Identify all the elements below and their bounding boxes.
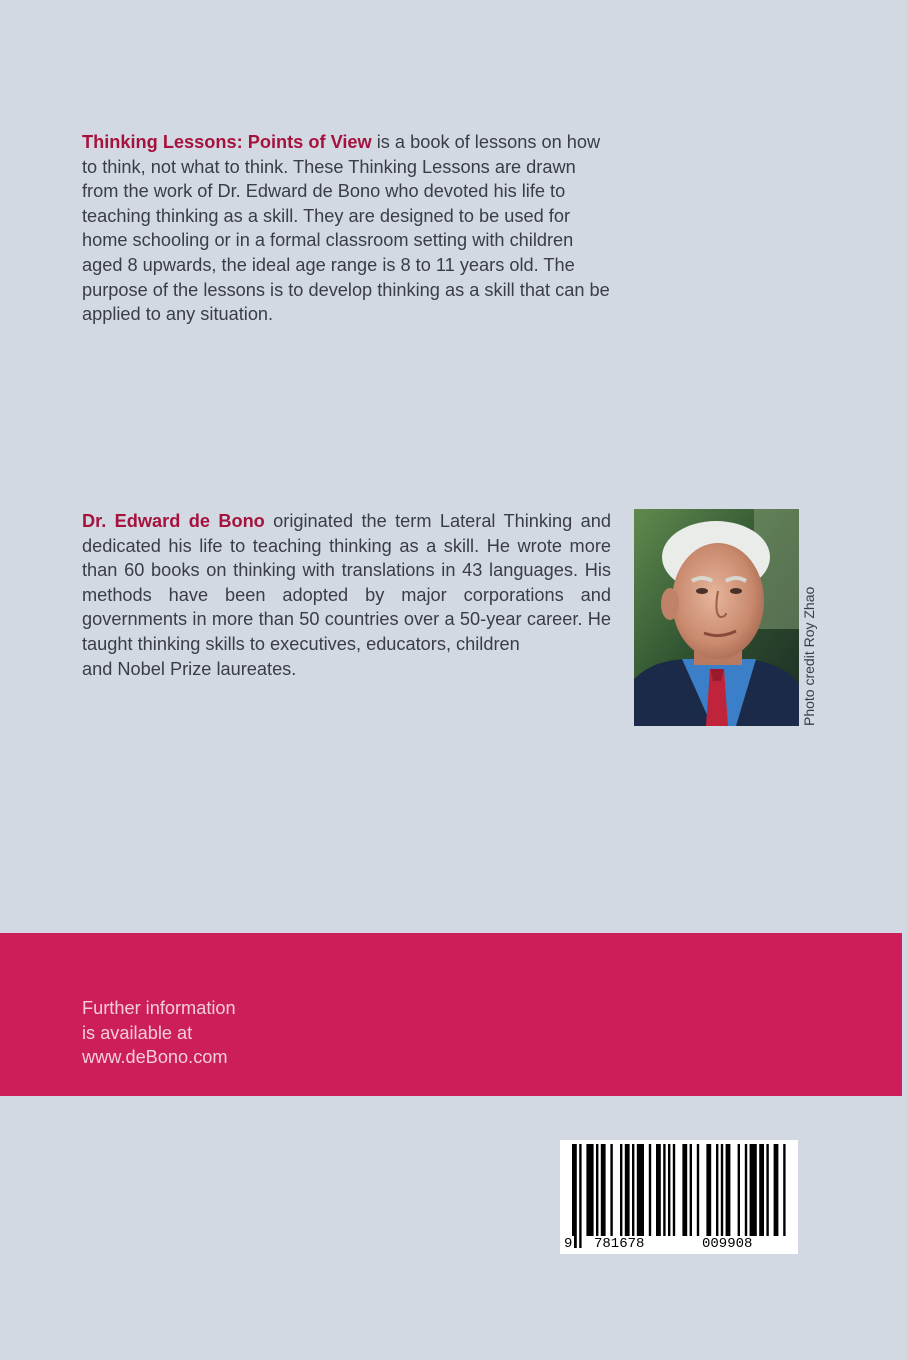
book-description — [82, 130, 615, 327]
further-info — [82, 996, 236, 1070]
barcode-bar — [668, 1144, 670, 1236]
barcode-bar — [759, 1144, 764, 1236]
barcode-bar — [716, 1144, 718, 1236]
barcode-bar — [697, 1144, 699, 1236]
author-bio-last-line: and Nobel Prize laureates. — [82, 658, 297, 679]
further-info-line1: Further information — [82, 998, 236, 1018]
author-bio — [82, 509, 611, 681]
book-description-text: is a book of lessons on how to think, not what to think. These Thinking Lessons are drawn from the work of Dr. Edward de Bono who devoted his life to teaching thinking as a skill. They are designed to be used for home schooling or in a formal classroom setting with children aged 8 upwards, the ideal age range is 8 to 11 years old. The purpose of the lessons is to develop thinking as a skill that can be applied to any situation. — [82, 132, 610, 325]
barcode-digit-first: 9 — [564, 1236, 573, 1252]
barcode-bar — [673, 1144, 675, 1236]
barcode-bar — [586, 1144, 593, 1236]
barcode-bar — [738, 1144, 740, 1236]
barcode-bar — [601, 1144, 606, 1236]
author-bio-text: originated the term Lateral Thinking and dedicated his life to teaching thinking as a skill. He wrote more than 60 books on thinking with translations in 43 languages. His methods have been adopted by major corporations and governments in more than 50 countries over a 50-year career. He taught thinking skills to executives, educators, children — [82, 511, 611, 654]
barcode-bar — [625, 1144, 630, 1236]
barcode-bar — [637, 1144, 644, 1236]
barcode-digits-group1: 781678 — [594, 1236, 645, 1252]
barcode-bar — [721, 1144, 723, 1236]
barcode-bar — [632, 1144, 634, 1236]
photo-credit: Photo credit Roy Zhao — [801, 586, 817, 726]
barcode-bar — [649, 1144, 651, 1236]
barcode-bar — [620, 1144, 622, 1236]
barcode-bar — [682, 1144, 687, 1236]
barcode-bar — [766, 1144, 768, 1236]
isbn-barcode — [560, 1140, 798, 1254]
barcode-bar — [774, 1144, 779, 1236]
author-name: Dr. Edward de Bono — [82, 511, 265, 531]
barcode-bar — [572, 1144, 577, 1248]
barcode-digits-group2: 009908 — [702, 1236, 753, 1252]
further-info-line2: is available at — [82, 1022, 193, 1043]
barcode-bar — [750, 1144, 757, 1236]
book-title: Thinking Lessons: Points of View — [82, 132, 372, 152]
barcode-bar — [610, 1144, 612, 1236]
barcode-bar — [706, 1144, 711, 1236]
barcode-bar — [596, 1144, 598, 1236]
barcode-bar — [783, 1144, 785, 1236]
barcode-bar — [663, 1144, 665, 1236]
barcode-bar — [690, 1144, 692, 1236]
barcode-bar — [579, 1144, 581, 1248]
barcode-bar — [745, 1144, 747, 1236]
author-photo — [634, 509, 799, 726]
barcode-bar — [726, 1144, 731, 1236]
website-link[interactable]: www.deBono.com — [82, 1047, 228, 1068]
barcode-bar — [656, 1144, 661, 1236]
